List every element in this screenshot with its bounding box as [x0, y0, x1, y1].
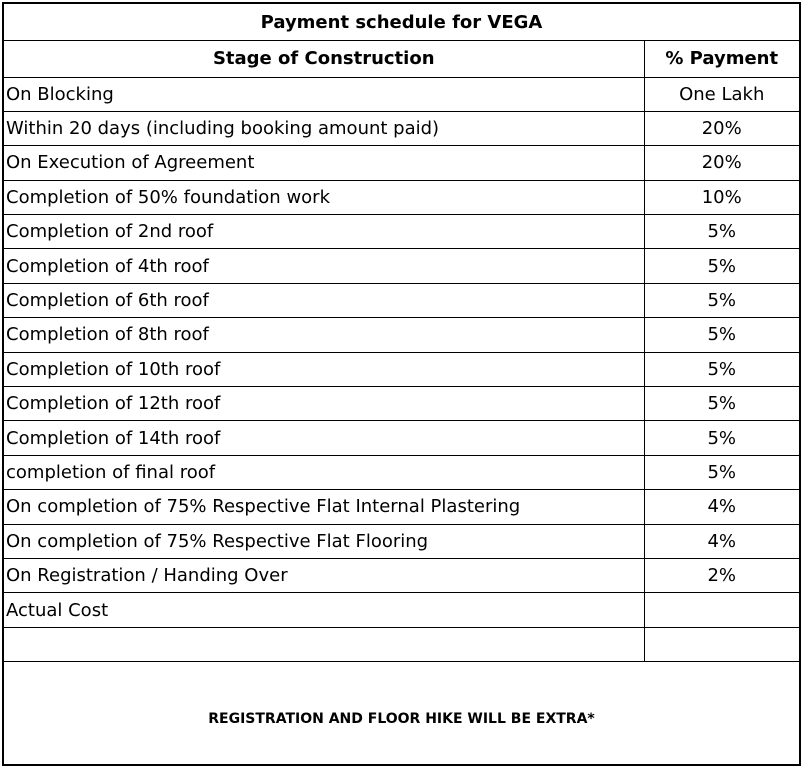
payment-cell: 20%	[644, 111, 799, 145]
payment-cell: One Lakh	[644, 77, 799, 111]
table-row	[4, 352, 799, 386]
table-row	[4, 283, 799, 317]
table-row	[4, 146, 799, 180]
stage-cell: Completion of 4th roof	[4, 249, 644, 283]
table-row	[4, 180, 799, 214]
stage-cell: Completion of 10th roof	[4, 352, 644, 386]
stage-cell: Completion of 6th roof	[4, 283, 644, 317]
stage-cell: Completion of 8th roof	[4, 318, 644, 352]
stage-cell: On Execution of Agreement	[4, 146, 644, 180]
table-row	[4, 215, 799, 249]
payment-cell	[644, 627, 799, 661]
stage-cell: On completion of 75% Respective Flat Internal Plastering	[4, 490, 644, 524]
table-header-row	[4, 41, 799, 77]
payment-cell: 2%	[644, 558, 799, 592]
payment-cell: 10%	[644, 180, 799, 214]
table-body	[4, 77, 799, 662]
payment-cell	[644, 593, 799, 627]
payment-cell: 5%	[644, 249, 799, 283]
table-row	[4, 455, 799, 489]
payment-cell: 5%	[644, 387, 799, 421]
stage-column-header: Stage of Construction	[4, 41, 644, 77]
document-title: Payment schedule for VEGA	[4, 4, 799, 41]
stage-cell: On Blocking	[4, 77, 644, 111]
payment-cell: 4%	[644, 490, 799, 524]
stage-cell: Completion of 14th roof	[4, 421, 644, 455]
stage-cell: completion of final roof	[4, 455, 644, 489]
stage-cell	[4, 627, 644, 661]
table-row	[4, 490, 799, 524]
payment-schedule-document	[2, 2, 801, 766]
payment-column-header: % Payment	[644, 41, 799, 77]
stage-cell: Actual Cost	[4, 593, 644, 627]
table-row	[4, 421, 799, 455]
table-row	[4, 558, 799, 592]
table-row	[4, 111, 799, 145]
stage-cell: On Registration / Handing Over	[4, 558, 644, 592]
stage-cell: Completion of 2nd roof	[4, 215, 644, 249]
payment-cell: 5%	[644, 283, 799, 317]
table-row	[4, 318, 799, 352]
table-row	[4, 77, 799, 111]
payment-schedule-table	[4, 41, 799, 662]
payment-cell: 5%	[644, 455, 799, 489]
table-row	[4, 593, 799, 627]
table-row	[4, 387, 799, 421]
table-row	[4, 627, 799, 661]
payment-cell: 5%	[644, 352, 799, 386]
payment-cell: 4%	[644, 524, 799, 558]
table-row	[4, 524, 799, 558]
footer-note: REGISTRATION AND FLOOR HIKE WILL BE EXTRA*	[208, 711, 595, 727]
table-row	[4, 249, 799, 283]
payment-cell: 5%	[644, 421, 799, 455]
payment-cell: 20%	[644, 146, 799, 180]
stage-cell: On completion of 75% Respective Flat Flooring	[4, 524, 644, 558]
stage-cell: Completion of 12th roof	[4, 387, 644, 421]
payment-cell: 5%	[644, 318, 799, 352]
payment-cell: 5%	[644, 215, 799, 249]
stage-cell: Within 20 days (including booking amount paid)	[4, 111, 644, 145]
stage-cell: Completion of 50% foundation work	[4, 180, 644, 214]
